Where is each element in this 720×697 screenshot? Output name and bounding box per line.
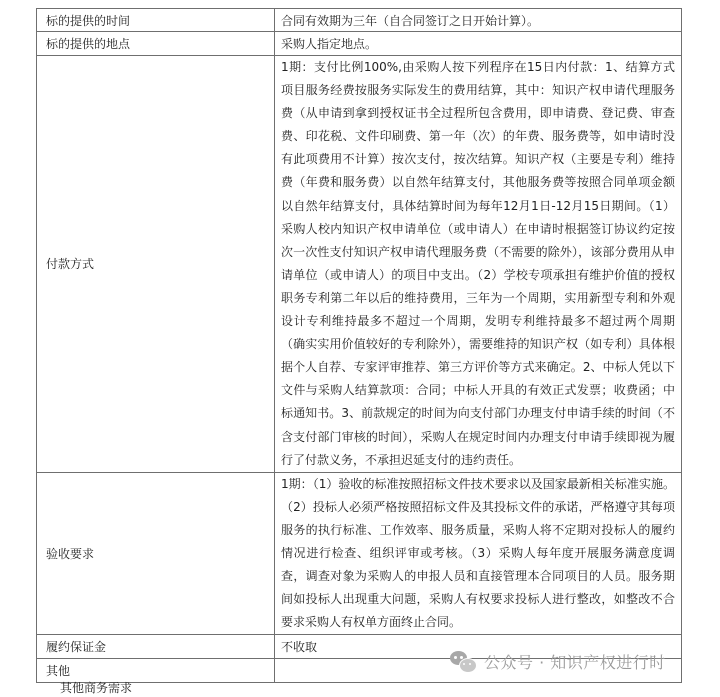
row-label: 履约保证金 xyxy=(37,635,275,659)
table-row xyxy=(37,9,682,32)
row-value: 合同有效期为三年（自合同签订之日开始计算）。 xyxy=(275,9,682,32)
wechat-icon xyxy=(450,651,476,673)
table-row xyxy=(37,472,682,635)
row-value: 采购人指定地点。 xyxy=(275,32,682,56)
watermark xyxy=(450,650,666,673)
watermark-text: 公众号 · 知识产权进行时 xyxy=(484,653,666,672)
row-label: 标的提供的时间 xyxy=(37,9,275,32)
row-label: 验收要求 xyxy=(37,472,275,635)
row-value: 1期：（1）验收的标准按照招标文件技术要求以及国家最新相关标准实施。（2）投标人必须严格按照招标文件及其投标文件的承诺，严格遵守其每项服务的执行标准、工作效率、服务质量，采购人将不定期对投标人的履约情况进行检查、组织评审或考核。（3）采购人每年度开展服务满意度调查，调查对象为采购人的申报人员和直接管理本合同项目的人员。服务期间如投标人出现重大问题，采购人有权要求投标人进行整改，如整改不合要求采购人有权单方面终止合同。 xyxy=(275,472,682,635)
row-value: 不收取 xyxy=(275,635,682,659)
row-value: 1期：支付比例100%,由采购人按下列程序在15日内付款：1、结算方式 项目服务经费按服务实际发生的费用结算，其中：知识产权申请代理服务费（从申请到拿到授权证书全过程所包含费用，即申请费、登记费、审查费、印花税、文件印刷费、第一年（次）的年费、服务费等，如申请时没有此项费用不计算）按次支付，按次结算。知识产权（主要是专利）维持费（年费和服务费）以自然年结算支付，其他服务费等按照合同单项金额以自然年结算支付，具体结算时间为每年12月1日-12月15日期间。（1）采购人校内知识产权申请单位（或申请人）在申请时根据签订协议约定按次一次性支付知识产权申请代理服务费（不需要的除外），该部分费用从申请单位（或申请人）的项目中支出。（2）学校专项承担有维护价值的授权职务专利第二年以后的维持费用，三年为一个周期，实用新型专利和外观设计专利维持最多不超过一个周期，发明专利维持最多不超过两个周期（确实实用价值较好的专利除外），需要维持的知识产权（如专利）具体根据个人自荐、专家评审推荐、第三方评价等方式来确定。2、中标人凭以下文件与采购人结算款项：合同；中标人开具的有效正式发票；收费函；中标通知书。3、前款规定的时间为向支付部门办理支付申请手续的时间（不含支付部门审核的时间），采购人在规定时间内办理支付申请手续即视为履行了付款义务，不承担迟延支付的违约责任。 xyxy=(275,56,682,473)
footer-note: 其他商务需求 xyxy=(60,681,133,695)
row-label: 标的提供的地点 xyxy=(37,32,275,56)
table-row xyxy=(37,32,682,56)
table-row xyxy=(37,56,682,473)
commercial-terms-table xyxy=(36,8,682,683)
row-label: 其他 xyxy=(37,659,275,683)
row-label: 付款方式 xyxy=(37,56,275,473)
